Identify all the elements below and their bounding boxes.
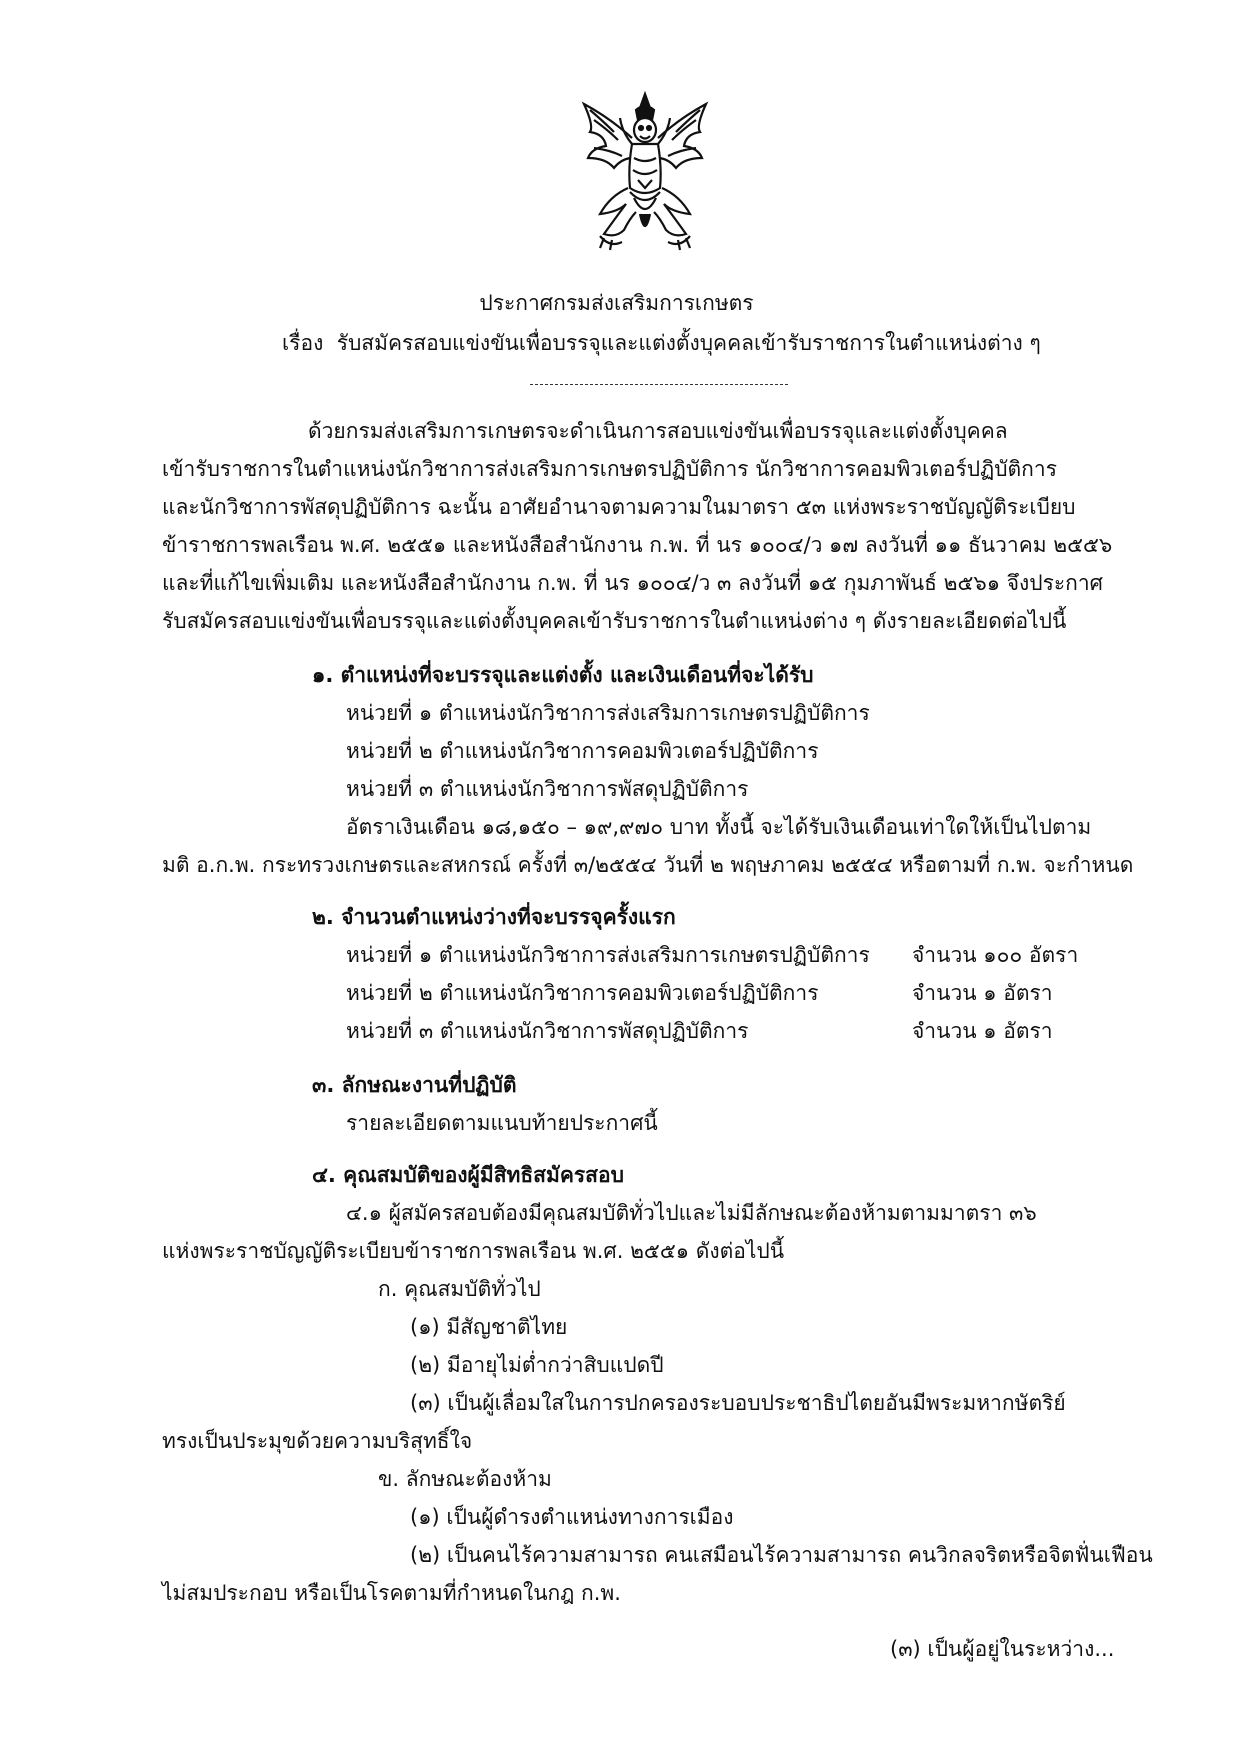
title-divider — [530, 384, 788, 385]
intro-line: เข้ารับราชการในตำแหน่งนักวิชาการส่งเสริมการเกษตรปฏิบัติการ นักวิชาการคอมพิวเตอร์ปฏิบัติการ — [162, 457, 1057, 481]
vacancy-count: จำนวน ๑ อัตรา — [912, 981, 1053, 1005]
section-1-heading: ๑. ตำแหน่งที่จะบรรจุและแต่งตั้ง และเงินเดือนที่จะได้รับ — [312, 663, 814, 687]
intro-line: ข้าราชการพลเรือน พ.ศ. ๒๕๕๑ และหนังสือสำนักงาน ก.พ. ที่ นร ๑๐๐๔/ว ๑๗ ลงวันที่ ๑๑ ธันวาคม ๒๕๕๖ — [162, 533, 1113, 557]
prohibited-item: (๒) เป็นคนไร้ความสามารถ คนเสมือนไร้ความสามารถ คนวิกลจริตหรือจิตฟั่นเฟือน — [410, 1543, 1153, 1567]
prohibited-item: (๑) เป็นผู้ดำรงตำแหน่งทางการเมือง — [410, 1505, 734, 1529]
prohibited-item-cont: ไม่สมประกอบ หรือเป็นโรคตามที่กำหนดในกฎ ก.พ. — [162, 1581, 621, 1605]
section-3-text: รายละเอียดตามแนบท้ายประกาศนี้ — [346, 1111, 658, 1135]
prohibited-heading: ข. ลักษณะต้องห้าม — [378, 1467, 552, 1491]
announcement-title: ประกาศกรมส่งเสริมการเกษตร — [479, 291, 754, 315]
subject-label: เรื่อง — [282, 331, 324, 355]
vacancy-row — [346, 940, 1216, 970]
general-qualifications-heading: ก. คุณสมบัติทั่วไป — [378, 1277, 541, 1301]
general-qualification-item: (๓) เป็นผู้เลื่อมใสในการปกครองระบอบประชาธิปไตยอันมีพระมหากษัตริย์ — [410, 1391, 1066, 1415]
vacancy-row — [346, 1016, 1216, 1046]
section-1-unit: หน่วยที่ ๒ ตำแหน่งนักวิชาการคอมพิวเตอร์ปฏิบัติการ — [346, 739, 819, 763]
section-4-1-line: แห่งพระราชบัญญัติระเบียบข้าราชการพลเรือน พ.ศ. ๒๕๕๑ ดังต่อไปนี้ — [162, 1239, 785, 1263]
vacancy-unit: หน่วยที่ ๓ ตำแหน่งนักวิชาการพัสดุปฏิบัติการ — [346, 1019, 749, 1043]
intro-line: ด้วยกรมส่งเสริมการเกษตรจะดำเนินการสอบแข่งขันเพื่อบรรจุและแต่งตั้งบุคคล — [308, 419, 1008, 443]
vacancy-count: จำนวน ๑ อัตรา — [912, 1019, 1053, 1043]
garuda-emblem — [570, 88, 720, 256]
section-2-heading: ๒. จำนวนตำแหน่งว่างที่จะบรรจุครั้งแรก — [312, 905, 676, 929]
section-3-heading: ๓. ลักษณะงานที่ปฏิบัติ — [312, 1073, 517, 1097]
section-1-unit: หน่วยที่ ๓ ตำแหน่งนักวิชาการพัสดุปฏิบัติการ — [346, 777, 749, 801]
subject-text: รับสมัครสอบแข่งขันเพื่อบรรจุและแต่งตั้งบุคคลเข้ารับราชการในตำแหน่งต่าง ๆ — [336, 331, 1041, 355]
section-4-1-line: ๔.๑ ผู้สมัครสอบต้องมีคุณสมบัติทั่วไปและไม่มีลักษณะต้องห้ามตามมาตรา ๓๖ — [346, 1201, 1037, 1225]
section-4-heading: ๔. คุณสมบัติของผู้มีสิทธิสมัครสอบ — [312, 1163, 624, 1187]
vacancy-count: จำนวน ๑๐๐ อัตรา — [912, 943, 1079, 967]
intro-line: รับสมัครสอบแข่งขันเพื่อบรรจุและแต่งตั้งบุคคลเข้ารับราชการในตำแหน่งต่าง ๆ ดังรายละเอียดต่อไปนี้ — [162, 609, 1067, 633]
intro-line: และนักวิชาการพัสดุปฏิบัติการ ฉะนั้น อาศัยอำนาจตามความในมาตรา ๕๓ แห่งพระราชบัญญัติระเบียบ — [162, 495, 1076, 519]
general-qualification-item: (๒) มีอายุไม่ต่ำกว่าสิบแปดปี — [410, 1353, 664, 1377]
section-1-unit: หน่วยที่ ๑ ตำแหน่งนักวิชาการส่งเสริมการเกษตรปฏิบัติการ — [346, 701, 870, 725]
general-qualification-item: (๑) มีสัญชาติไทย — [410, 1315, 568, 1339]
vacancy-unit: หน่วยที่ ๒ ตำแหน่งนักวิชาการคอมพิวเตอร์ปฏิบัติการ — [346, 981, 819, 1005]
continuation-text: (๓) เป็นผู้อยู่ในระหว่าง... — [890, 1637, 1115, 1661]
salary-line: มติ อ.ก.พ. กระทรวงเกษตรและสหกรณ์ ครั้งที่ ๓/๒๕๕๔ วันที่ ๒ พฤษภาคม ๒๕๕๔ หรือตามที่ ก.พ. จะกำหนด — [162, 853, 1134, 877]
general-qualification-item-cont: ทรงเป็นประมุขด้วยความบริสุทธิ์ใจ — [162, 1429, 473, 1453]
vacancy-unit: หน่วยที่ ๑ ตำแหน่งนักวิชาการส่งเสริมการเกษตรปฏิบัติการ — [346, 943, 870, 967]
announcement-subject — [282, 328, 1041, 358]
intro-line: และที่แก้ไขเพิ่มเติม และหนังสือสำนักงาน ก.พ. ที่ นร ๑๐๐๔/ว ๓ ลงวันที่ ๑๕ กุมภาพันธ์ ๒๕๖๑ จึงประกาศ — [162, 571, 1103, 595]
vacancy-row — [346, 978, 1216, 1008]
salary-line: อัตราเงินเดือน ๑๘,๑๕๐ – ๑๙,๙๗๐ บาท ทั้งนี้ จะได้รับเงินเดือนเท่าใดให้เป็นไปตาม — [346, 815, 1092, 839]
